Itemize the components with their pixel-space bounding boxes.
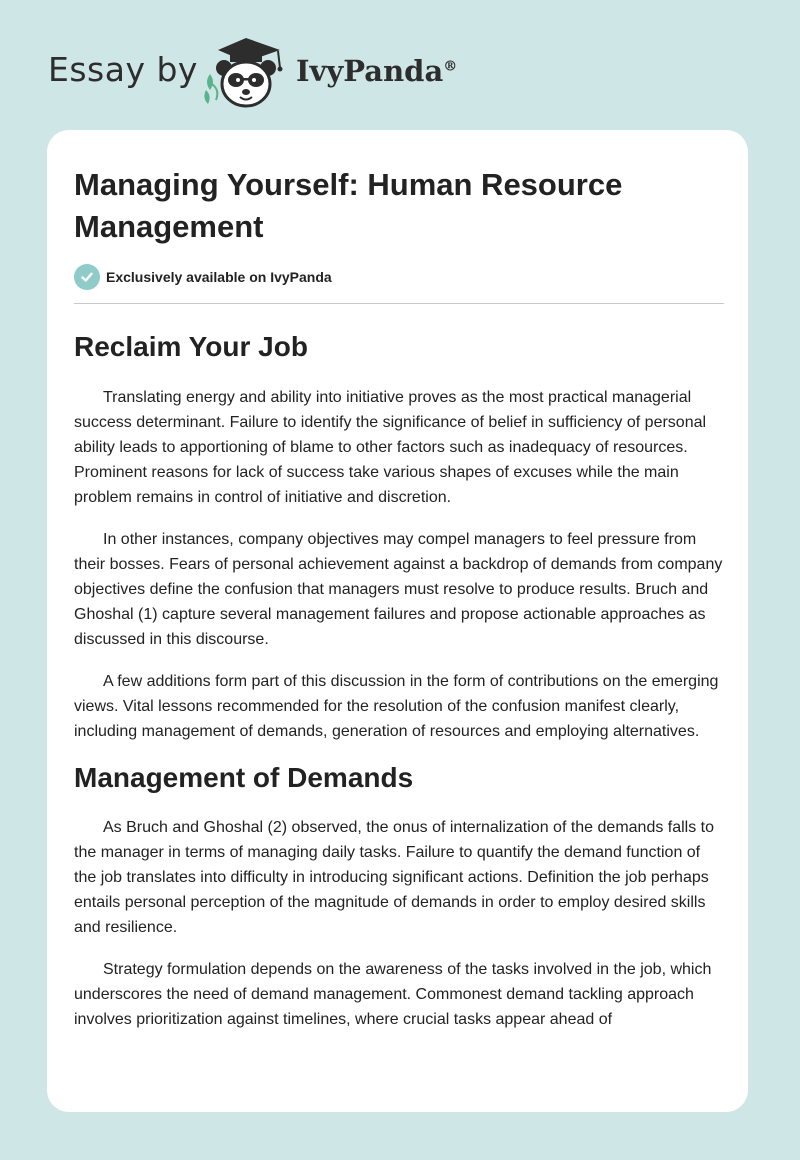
paragraph: Translating energy and ability into initiative proves as the most practical managerial success determinant. Failure to identify the significance of belief in sufficiency of personal ability leads to apportioning of blame to other factors such as inadequacy of resources. Prominent reasons for lack of success take various shapes of excuses while the main problem remains in control of initiative and discretion. xyxy=(74,389,707,506)
paragraph: A few additions form part of this discussion in the form of contributions on the emerging views. Vital lessons recommended for the resolution of the confusion manifest clearly, including management of demands, generation of resources and employing alternatives. xyxy=(74,673,719,740)
check-icon xyxy=(74,264,100,290)
paragraph: As Bruch and Ghoshal (2) observed, the onus of internalization of the demands falls to the manager in terms of managing daily tasks. Failure to quantify the demand function of the job translates into difficulty in introducing significant actions. Definition the job perhaps entails personal perception of the magnitude of demands in order to employ desired skills and resilience. xyxy=(74,819,715,936)
panda-graduate-logo-icon[interactable] xyxy=(200,34,292,110)
section-heading: Reclaim Your Job xyxy=(74,331,308,362)
essay-content xyxy=(74,321,724,1032)
divider xyxy=(74,303,724,304)
brand-name[interactable] xyxy=(296,54,457,88)
section-heading: Management of Demands xyxy=(74,762,414,793)
paragraph: Strategy formulation depends on the awareness of the tasks involved in the job, which underscores the need of demand management. Commonest demand tackling approach involves prioritization against timelines, where crucial tasks appear ahead of xyxy=(74,961,712,1028)
essay-card xyxy=(47,130,748,1112)
paragraph: In other instances, company objectives may compel managers to feel pressure from their bosses. Fears of personal achievement against a backdrop of demands from company objectives define the confusion that managers must resolve to produce results. Bruch and Ghoshal (1) capture several management failures and propose actionable approaches as discussed in this discourse. xyxy=(74,531,723,648)
exclusive-label: Exclusively available on IvyPanda xyxy=(106,269,332,285)
brand-name-text: IvyPanda xyxy=(296,54,444,88)
page-title: Managing Yourself: Human Resource Management xyxy=(74,167,623,244)
essay-by-label: Essay by xyxy=(48,50,198,89)
exclusive-badge xyxy=(74,264,332,290)
site-header xyxy=(48,34,508,114)
registered-mark: ® xyxy=(443,58,458,75)
